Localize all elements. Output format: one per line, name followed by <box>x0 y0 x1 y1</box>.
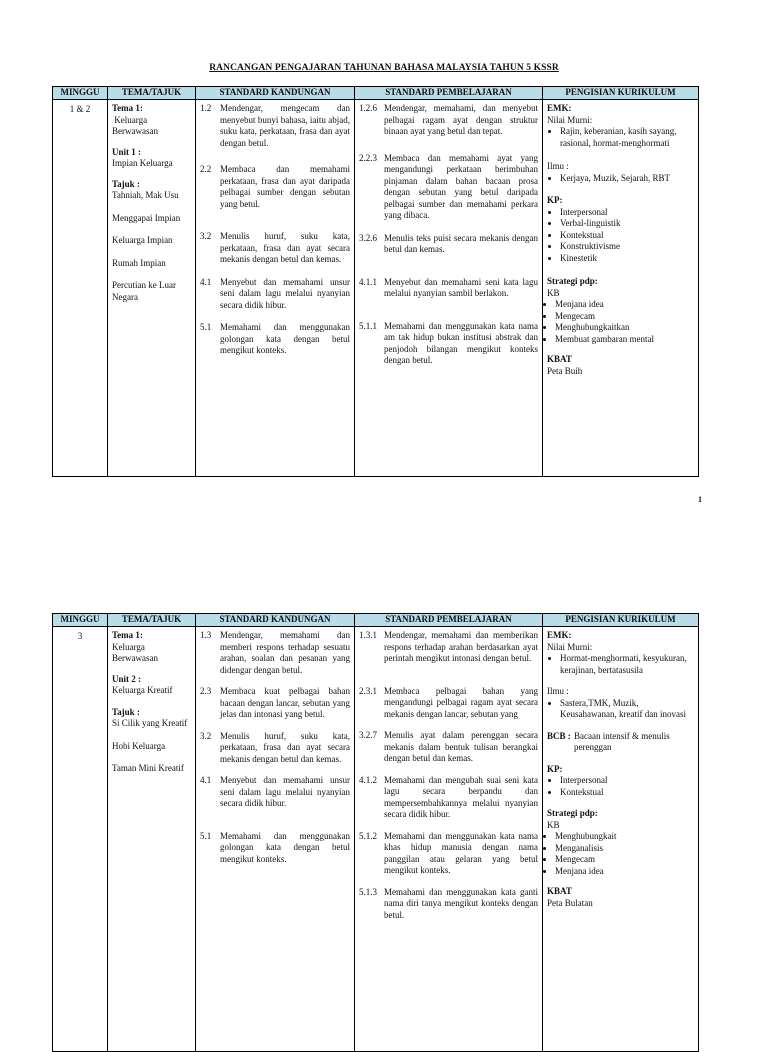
header-standard-kandungan: STANDARD KANDUNGAN <box>196 614 355 627</box>
emk-label: EMK: <box>547 103 572 113</box>
bcb-label: BCB : <box>547 730 571 741</box>
kandungan-item: 5.1 Memahami dan menggunakan golongan kata dengan betul mengikut konteks. <box>200 322 350 355</box>
plan-table-1 <box>52 86 699 477</box>
plan-table-2 <box>52 613 699 1052</box>
pembelajaran-item: 5.1.1 Memahami dan menggunakan kata nama am tak hidup bukan institusi abstrak dan penjodoh bilangan mengikut konteks dengan betul. <box>359 320 538 365</box>
kandungan-item: 4.1 Menyebut dan memahami unsur seni dalam lagu melalui nyanyian secara didik hibur. <box>200 775 350 808</box>
strategi-label: Strategi pdp: <box>547 276 598 286</box>
page-number: 1 <box>698 495 702 504</box>
pengisian-kurikulum-cell <box>543 100 699 477</box>
nilai-item: • Hormat-menghormati, kesyukuran, kerajinan, bertatasusila <box>560 653 694 676</box>
kandungan-item: 3.2 Menulis huruf, suku kata, perkataan, frasa dan ayat secara mekanis dengan betul dan kemas. <box>200 730 350 764</box>
tajuk-item: Keluarga Impian <box>112 235 173 245</box>
header-standard-pembelajaran: STANDARD PEMBELAJARAN <box>355 614 543 627</box>
table-header-row <box>53 614 699 627</box>
pembelajaran-item: 1.2.6 Mendengar, memahami, dan menyebut pelbagai ragam ayat dengan struktur binaan ayat yang betul dan tepat. <box>359 103 538 136</box>
standard-kandungan-cell <box>196 627 355 1052</box>
kandungan-item: 1.3 Mendengar, memahami dan memberi respons terhadap sesuatu arahan, soalan dan pesanan yang didengar dengan betul. <box>200 630 350 675</box>
pembelajaran-item: 5.1.3 Memahami dan menggunakan kata ganti nama diri tanya mengikut konteks dengan betul. <box>359 886 538 920</box>
standard-kandungan-cell <box>196 100 355 477</box>
strategi-item: • Membuat gambaran mental <box>555 334 694 346</box>
minggu-cell: 1 & 2 <box>53 100 108 477</box>
strategi-item: • Menjana idea <box>555 299 694 311</box>
strategi-item: • Mengecam <box>555 311 694 323</box>
kandungan-item: 4.1 Menyebut dan memahami unsur seni dalam lagu melalui nyanyian secara didik hibur. <box>200 276 350 310</box>
tajuk-item: Rumah Impian <box>112 257 166 268</box>
standard-pembelajaran-cell <box>355 100 543 477</box>
header-tema-tajuk: TEMA/TAJUK <box>108 614 196 627</box>
tema-value: Keluarga Berwawasan <box>112 114 158 136</box>
pembelajaran-item: 2.2.3 Membaca dan memahami ayat yang mengandungi perkataan berimbuhan pinjaman dalam bahan bacaan prosa dengan sebutan yang betul daripada pelbagai sumber dan memahami perkara yang dibaca. <box>359 152 538 220</box>
pembelajaran-item: 3.2.6 Menulis teks puisi secara mekanis dengan betul dan kemas. <box>359 232 538 254</box>
strategi-item: • Mengecam <box>555 854 694 866</box>
nilai-murni-label: Nilai Murni: <box>547 641 593 652</box>
strategi-label: Strategi pdp: <box>547 808 598 818</box>
header-minggu: MINGGU <box>53 87 108 100</box>
strategi-item: • Menghubungkait <box>555 831 694 843</box>
tajuk-item: Menggapai Impian <box>112 212 181 223</box>
kbat-value: Peta Buih <box>547 365 583 376</box>
pembelajaran-item: 1.3.1 Mendengar, memahami dan memberikan respons terhadap arahan berdasarkan ayat perintah mengikut intonasi dengan betul. <box>359 630 538 663</box>
pembelajaran-item: 4.1.2 Memahami dan mengubah suai seni kata lagu secara berpandu dan mempersembahkannya melalui nyanyian secara didik hibur. <box>359 774 538 819</box>
table-row <box>53 100 699 477</box>
ilmu-item: • Kerjaya, Muzik, Sejarah, RBT <box>560 173 694 185</box>
tajuk-label: Tajuk : <box>112 178 140 189</box>
unit-label: Unit 2 : <box>112 673 141 684</box>
kandungan-item: 2.3 Membaca kuat pelbagai bahan bacaan dengan lancar, sebutan yang jelas dan intonasi yang betul. <box>200 686 350 719</box>
pembelajaran-item: 4.1.1 Menyebut dan memahami seni kata lagu melalui nyanyian sambil berlakon. <box>359 276 538 298</box>
kb-label: KB <box>547 819 560 830</box>
pengisian-kurikulum-cell <box>543 627 699 1052</box>
kp-item: • Verbal-linguistik <box>560 218 694 230</box>
header-minggu: MINGGU <box>53 614 108 627</box>
minggu-cell: 3 <box>53 627 108 1052</box>
standard-pembelajaran-cell <box>355 627 543 1052</box>
strategi-item: • Menjana idea <box>555 866 694 878</box>
unit-label: Unit 1 : <box>112 146 141 157</box>
emk-label: EMK: <box>547 630 572 640</box>
kbat-label: KBAT <box>547 354 572 364</box>
kp-item: • Interpersonal <box>560 775 694 787</box>
strategi-item: • Menganalisis <box>555 843 694 855</box>
kp-item: • Kinestetik <box>560 253 694 265</box>
table-header-row <box>53 87 699 100</box>
bcb-row <box>547 731 694 754</box>
kp-item: • Konstruktivisme <box>560 241 694 253</box>
tajuk-item: Taman Mini Kreatif <box>112 763 184 773</box>
bcb-value: Bacaan intensif & menulis perenggan <box>574 730 670 752</box>
kp-label: KP: <box>547 763 563 774</box>
kandungan-item: 3.2 Menulis huruf, suku kata, perkataan, frasa dan ayat secara mekanis dengan betul dan kemas. <box>200 231 350 264</box>
header-pengisian-kurikulum: PENGISIAN KURIKULUM <box>543 87 699 100</box>
tajuk-item: Percutian ke Luar Negara <box>112 280 176 302</box>
tema-label: Tema 1: <box>112 630 143 640</box>
kandungan-item: 1.2 Mendengar, mengecam dan menyebut bunyi bahasa, iaitu abjad, suku kata, perkataan, frasa dan ayat dengan betul. <box>200 103 350 148</box>
document-title: RANCANGAN PENGAJARAN TAHUNAN BAHASA MALAYSIA TAHUN 5 KSSR <box>209 63 559 73</box>
unit-value: Keluarga Kreatif <box>112 685 173 695</box>
tema-cell <box>108 627 196 1052</box>
tema-label: Tema 1: <box>112 103 143 113</box>
header-pengisian-kurikulum: PENGISIAN KURIKULUM <box>543 614 699 627</box>
ilmu-item: • Sastera,TMK, Muzik, Keusahawanan, kreatif dan inovasi <box>560 698 694 721</box>
table-row <box>53 627 699 1052</box>
kp-label: KP: <box>547 195 563 205</box>
tema-cell <box>108 100 196 477</box>
tema-value: Keluarga Berwawasan <box>112 641 158 663</box>
header-standard-kandungan: STANDARD KANDUNGAN <box>196 87 355 100</box>
kbat-label: KBAT <box>547 886 572 896</box>
pembelajaran-item: 3.2.7 Menulis ayat dalam perenggan secara mekanis dalam bentuk tulisan berangkai dengan betul dan kemas. <box>359 730 538 763</box>
pembelajaran-item: 2.3.1 Membaca pelbagai bahan yang mengandungi pelbagai ragam ayat secara mekanis dengan lancar, sebutan yang <box>359 685 538 719</box>
tajuk-item: Hobi Keluarga <box>112 740 166 751</box>
nilai-item: • Rajin, keberanian, kasih sayang, rasional, hormat-menghormati <box>560 126 694 149</box>
kandungan-item: 2.2 Membaca dan memahami perkataan, frasa dan ayat daripada pelbagai sumber dengan sebutan yang betul. <box>200 164 350 209</box>
header-tema-tajuk: TEMA/TAJUK <box>108 87 196 100</box>
header-standard-pembelajaran: STANDARD PEMBELAJARAN <box>355 87 543 100</box>
kp-item: • Interpersonal <box>560 207 694 219</box>
tajuk-value: Si Cilik yang Kreatif <box>112 718 188 728</box>
kp-item: • Kontekstual <box>560 230 694 242</box>
nilai-murni-label: Nilai Murni: <box>547 114 593 125</box>
tajuk-value: Tahniah, Mak Usu <box>112 190 179 200</box>
ilmu-label: Ilmu : <box>547 686 569 696</box>
pembelajaran-item: 5.1.2 Memahami dan menggunakan kata nama khas hidup manusia dengan nama panggilan atau gelaran yang betul mengikut konteks. <box>359 830 538 875</box>
unit-value: Impian Keluarga <box>112 158 173 168</box>
kandungan-item: 5.1 Memahami dan menggunakan golongan kata dengan betul mengikut konteks. <box>200 830 350 864</box>
kbat-value: Peta Bulatan <box>547 897 593 908</box>
strategi-item: • Menghubungkaitkan <box>555 322 694 334</box>
kp-item: • Kontekstual <box>560 787 694 799</box>
kb-label: KB <box>547 287 560 298</box>
ilmu-label: Ilmu : <box>547 161 569 171</box>
tajuk-label: Tajuk : <box>112 706 140 717</box>
